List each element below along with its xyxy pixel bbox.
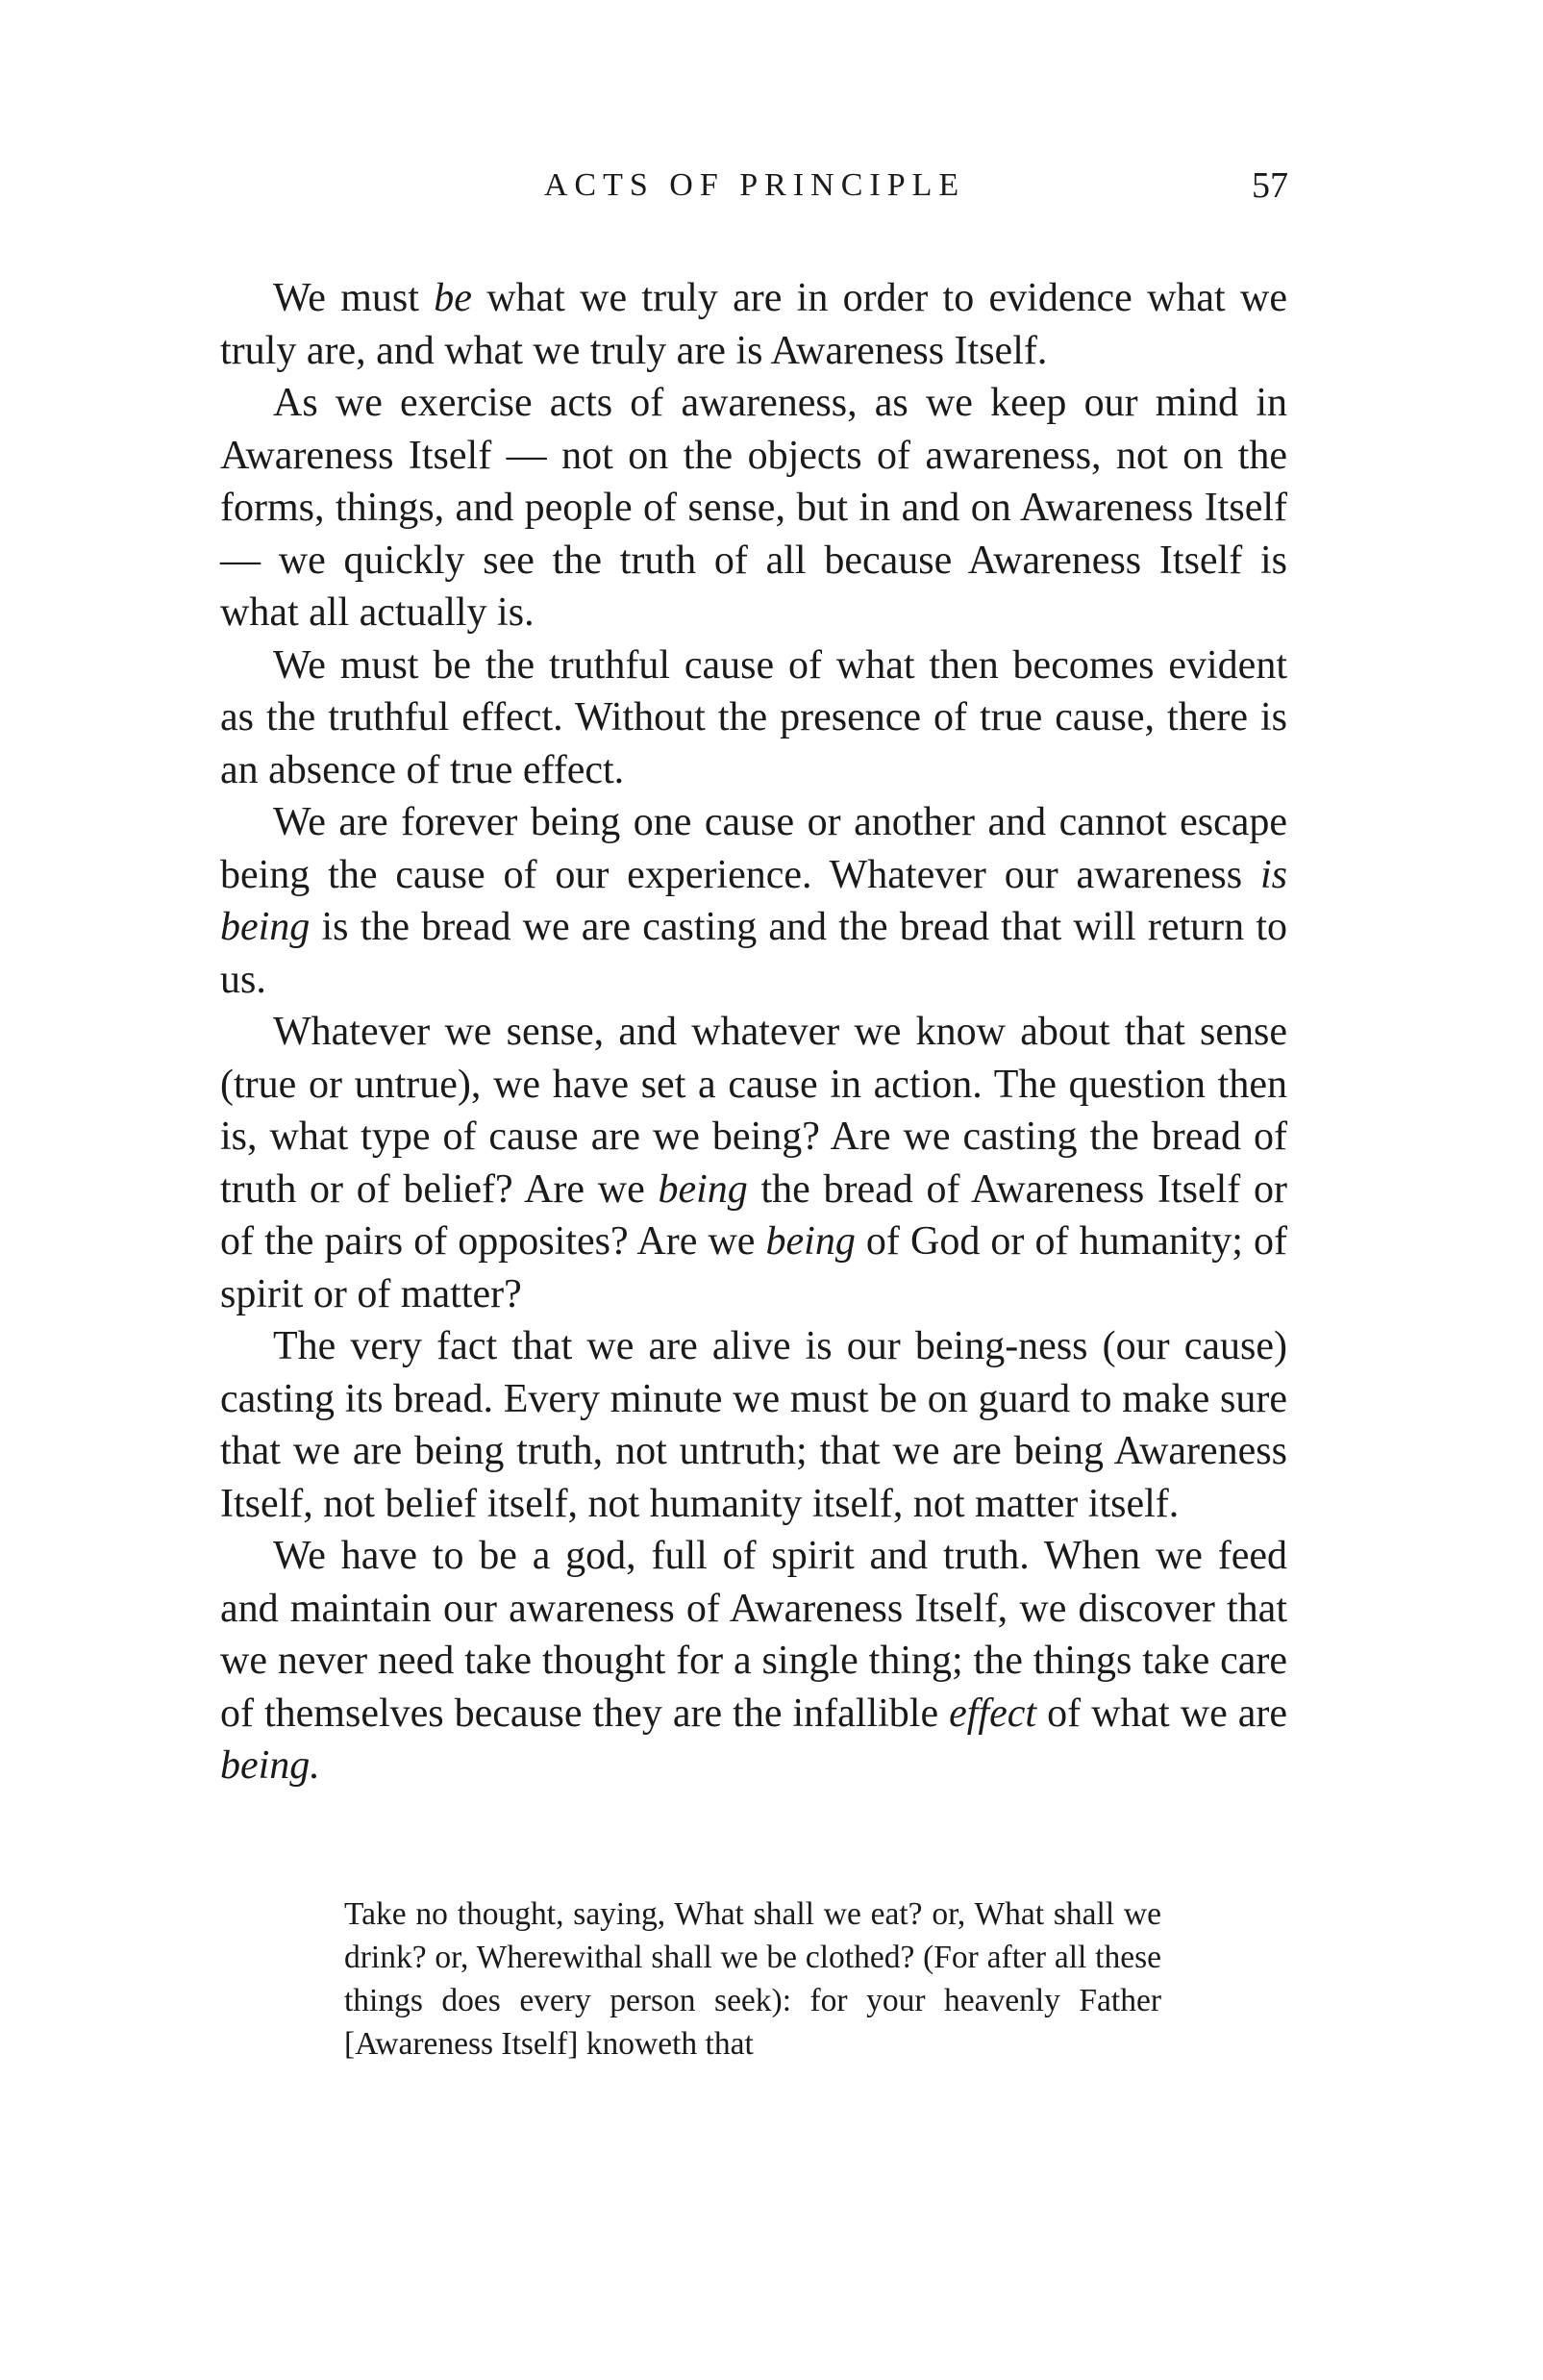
running-header [221, 162, 1288, 210]
running-title: ACTS OF PRINCIPLE [543, 167, 966, 203]
text-run: As we exercise acts of awareness, as we keep our mind in Awareness Itself — not on the objects of awareness, not on the forms, things, and people of sense, but in and on Awareness Itself — we quickly see the truth of all because Awareness Itself is what all actually is. [220, 381, 1287, 635]
text-run: Whatever we sense, and whatever we know about that sense (true or untrue), we have set a cause in action. The question then is, what type of cause are we being? Are we casting the bread of truth or of belief? Are we [220, 1010, 1287, 1212]
text-run: The very fact that we are alive is our being-ness (our cause) casting its bread. Every minute we must be on guard to make sure that we are being truth, not untruth; that we are being Awareness Itself, not belief itself, not humanity itself, not matter itself. [220, 1324, 1287, 1526]
text-run: We have to be a god, full of spirit and truth. When we feed and maintain our awareness of Awareness Itself, we discover that we never need take thought for a single thing; the things take care of themselves because they are the infallible [220, 1534, 1287, 1736]
italic-run: being. [220, 1743, 320, 1788]
text-run: of what we are [1036, 1691, 1287, 1736]
text-run: the bread of Awareness Itself or of the pairs of opposites? Are we [220, 1166, 1287, 1264]
text-run: We must be the truthful cause of what then becomes evident as the truthful effect. Without the presence of true cause, there is an absence of true effect. [220, 642, 1287, 792]
italic-run: effect [949, 1691, 1037, 1736]
paragraph-6 [220, 1320, 1287, 1530]
italic-run: be [434, 276, 472, 320]
italic-run: being [765, 1219, 856, 1264]
paragraph-1 [220, 272, 1287, 377]
text-run: is the bread we are casting and the bread that will return to us. [220, 905, 1287, 1002]
text-run: what we truly are in order to evidence what we truly are, and what we truly are is Awareness Itself. [220, 276, 1287, 373]
text-run: We must [273, 276, 435, 320]
body-text [220, 272, 1287, 1792]
italic-run: being [658, 1166, 748, 1212]
page-number: 57 [1252, 165, 1288, 206]
italic-run: is being [220, 852, 1287, 949]
paragraph-7 [220, 1530, 1287, 1792]
text-run: of God or of humanity; of spirit or of matter? [220, 1219, 1287, 1316]
block-quote: Take no thought, saying, What shall we eat? or, What shall we drink? or, Wherewithal shall we be clothed? (For after all these things does every person seek): for your heavenly Father [Awareness Itself] knoweth that [344, 1896, 1161, 2062]
paragraph-3 [220, 639, 1287, 797]
text-run: We are forever being one cause or another and cannot escape being the cause of our experience. Whatever our awareness [220, 800, 1287, 897]
paragraph-4 [220, 796, 1287, 1006]
paragraph-2 [220, 377, 1287, 639]
paragraph-5 [220, 1006, 1287, 1320]
